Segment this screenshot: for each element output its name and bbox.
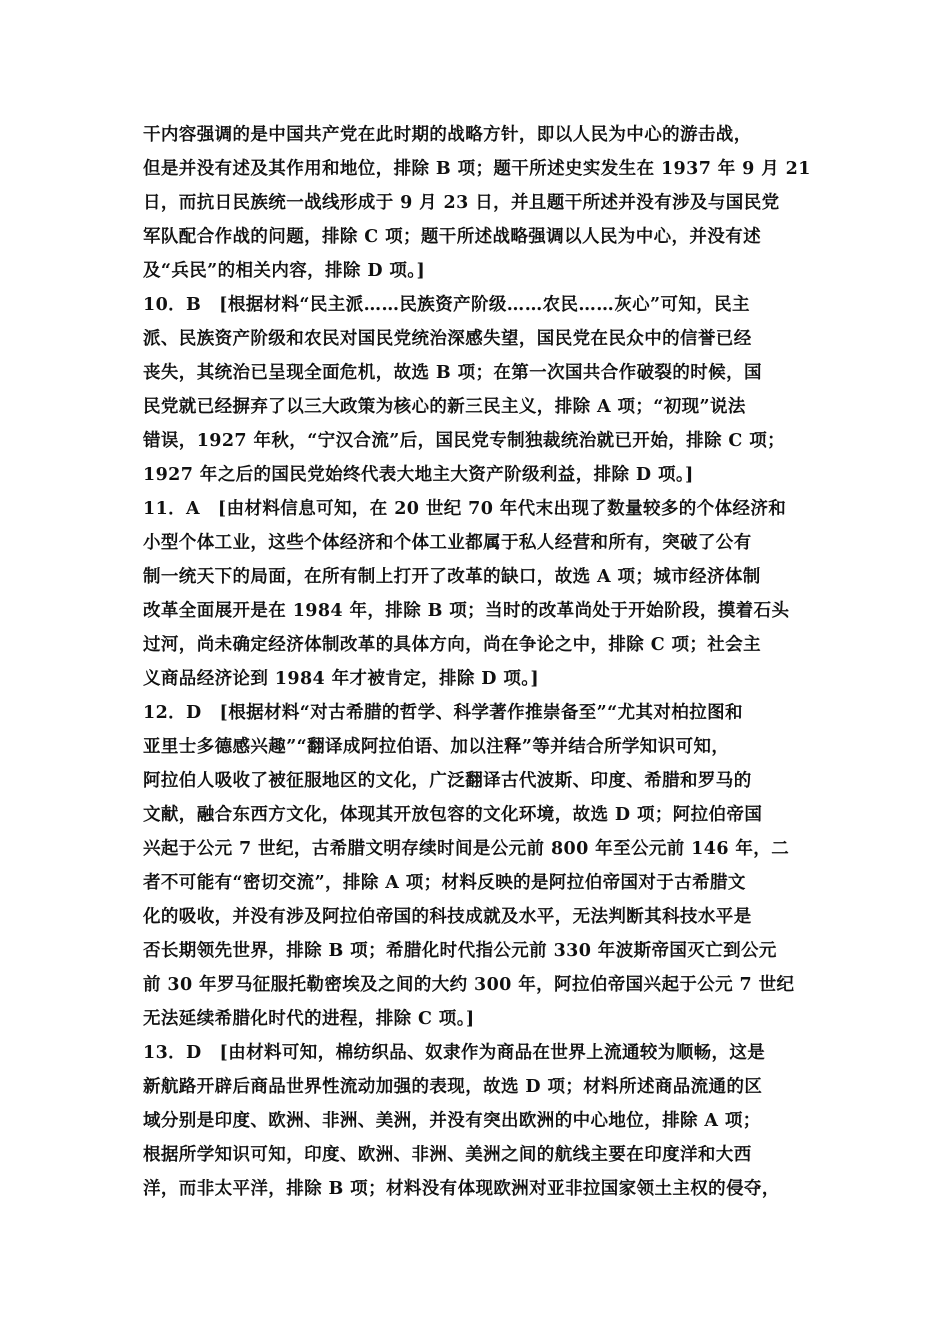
text-line: 军队配合作战的问题，排除 C 项；题干所述战略强调以人民为中心，并没有述	[143, 227, 762, 247]
text-line: 改革全面展开是在 1984 年，排除 B 项；当时的改革尚处于开始阶段，摸着石头	[143, 601, 790, 621]
text-line: 干内容强调的是中国共产党在此时期的战略方针，即以人民为中心的游击战，	[143, 125, 752, 145]
text-line: 根据所学知识可知，印度、欧洲、非洲、美洲之间的航线主要在印度洋和大西	[143, 1145, 752, 1165]
text-line: 丧失，其统治已呈现全面危机，故选 B 项；在第一次国共合作破裂的时候，国	[143, 363, 762, 383]
paragraph-answer-13	[143, 1036, 818, 1206]
text-line: 11．A [由材料信息可知，在 20 世纪 70 年代末出现了数量较多的个体经济和	[143, 499, 787, 519]
text-line: 但是并没有述及其作用和地位，排除 B 项；题干所述史实发生在 1937 年 9 月 21	[143, 159, 811, 179]
text-line: 及“兵民”的相关内容，排除 D 项。]	[143, 261, 426, 281]
answer-explanations	[143, 118, 818, 1206]
text-line: 新航路开辟后商品世界性流动加强的表现，故选 D 项；材料所述商品流通的区	[143, 1077, 763, 1097]
text-line: 过河，尚未确定经济体制改革的具体方向，尚在争论之中，排除 C 项；社会主	[143, 635, 762, 655]
text-line: 文献，融合东西方文化，体现其开放包容的文化环境，故选 D 项；阿拉伯帝国	[143, 805, 763, 825]
paragraph-continuation	[143, 118, 818, 288]
text-line: 否长期领先世界，排除 B 项；希腊化时代指公元前 330 年波斯帝国灭亡到公元	[143, 941, 777, 961]
text-line: 域分别是印度、欧洲、非洲、美洲，并没有突出欧洲的中心地位，排除 A 项；	[143, 1111, 761, 1131]
text-line: 民党就已经摒弃了以三大政策为核心的新三民主义，排除 A 项；“初现”说法	[143, 397, 746, 417]
text-line: 无法延续希腊化时代的进程，排除 C 项。]	[143, 1009, 475, 1029]
text-line: 者不可能有“密切交流”，排除 A 项；材料反映的是阿拉伯帝国对于古希腊文	[143, 873, 746, 893]
text-line: 化的吸收，并没有涉及阿拉伯帝国的科技成就及水平，无法判断其科技水平是	[143, 907, 752, 927]
text-line: 阿拉伯人吸收了被征服地区的文化，广泛翻译古代波斯、印度、希腊和罗马的	[143, 771, 752, 791]
paragraph-answer-10	[143, 288, 818, 492]
paragraph-answer-12	[143, 696, 818, 1036]
text-line: 义商品经济论到 1984 年才被肯定，排除 D 项。]	[143, 669, 540, 689]
text-line: 亚里士多德感兴趣”“翻译成阿拉伯语、加以注释”等并结合所学知识可知，	[143, 737, 730, 757]
text-line: 1927 年之后的国民党始终代表大地主大资产阶级利益，排除 D 项。]	[143, 465, 694, 485]
text-line: 错误，1927 年秋，“宁汉合流”后，国民党专制独裁统治就已开始，排除 C 项；	[143, 431, 786, 451]
text-line: 10．B [根据材料“民主派……民族资产阶级……农民……灰心”可知，民主	[143, 295, 750, 315]
text-line: 制一统天下的局面，在所有制上打开了改革的缺口，故选 A 项；城市经济体制	[143, 567, 761, 587]
text-line: 12．D [根据材料“对古希腊的哲学、科学著作推崇备至”“尤其对柏拉图和	[143, 703, 743, 723]
text-line: 前 30 年罗马征服托勒密埃及之间的大约 300 年，阿拉伯帝国兴起于公元 7 世纪	[143, 975, 795, 995]
paragraph-answer-11	[143, 492, 818, 696]
text-line: 兴起于公元 7 世纪，古希腊文明存续时间是公元前 800 年至公元前 146 年，二	[143, 839, 790, 859]
text-line: 派、民族资产阶级和农民对国民党统治深感失望，国民党在民众中的信誉已经	[143, 329, 752, 349]
text-line: 小型个体工业，这些个体经济和个体工业都属于私人经营和所有，突破了公有	[143, 533, 752, 553]
text-line: 13．D [由材料可知，棉纺织品、奴隶作为商品在世界上流通较为顺畅，这是	[143, 1043, 766, 1063]
text-line: 日，而抗日民族统一战线形成于 9 月 23 日，并且题干所述并没有涉及与国民党	[143, 193, 780, 213]
text-line: 洋，而非太平洋，排除 B 项；材料没有体现欧洲对亚非拉国家领土主权的侵夺，	[143, 1179, 780, 1199]
